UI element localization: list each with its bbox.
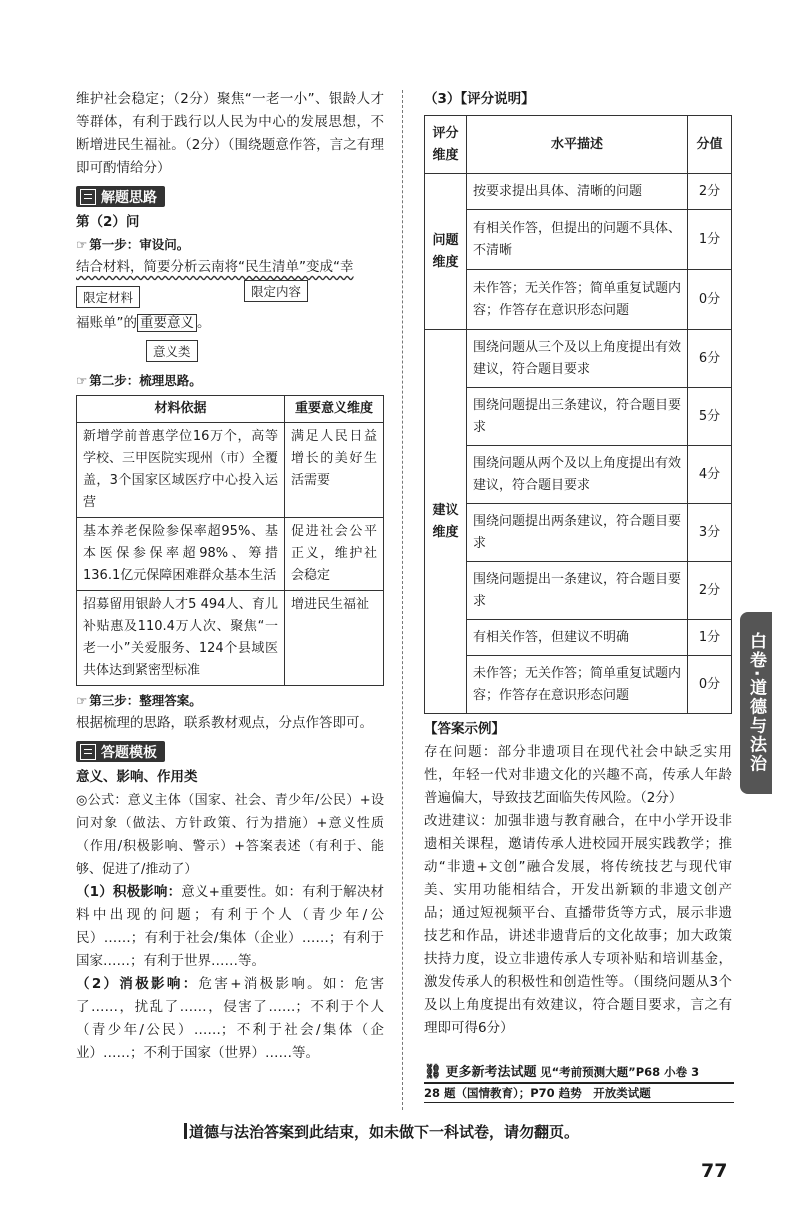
step-two xyxy=(76,370,384,392)
answer-title: 【答案示例】 xyxy=(424,721,505,737)
score-cell: 0分 xyxy=(688,270,732,330)
more-text2: 28 题（国情教育）；P70 趋势 开放类试题 xyxy=(424,1084,734,1103)
table-cell: 有相关作答，但提出的问题不具体、不清晰 xyxy=(467,210,688,270)
step-one-label: 第一步： xyxy=(89,237,140,252)
table-row xyxy=(77,423,384,518)
table-cell: 招募留用银龄人才5 494人、育儿补贴惠及110.4万人次、聚焦“一老一小”关爱服务、124个县域医共体达到紧密型标准 xyxy=(77,591,285,686)
table-header-row xyxy=(425,116,732,174)
step-two-label: 第二步： xyxy=(89,373,140,388)
table-header: 分值 xyxy=(688,116,732,174)
question-analysis xyxy=(76,256,384,364)
solve-badge xyxy=(76,186,165,207)
table-row xyxy=(425,270,732,330)
table-header-row xyxy=(77,396,384,423)
score-cell: 5分 xyxy=(688,388,732,446)
table-row xyxy=(425,620,732,656)
dimension-cell: 问题维度 xyxy=(425,174,467,330)
table-header: 水平描述 xyxy=(467,116,688,174)
dimension-cell: 建议维度 xyxy=(425,330,467,714)
step-three xyxy=(76,690,384,712)
answer-suggestion: 改进建议：加强非遗与教育融合，在中小学开设非遗相关课程，邀请传承人进校园开展实践教学；推动“非遗+文创”融合发展，将传统技艺与现代审美、实用功能相结合，开发出新颖的非遗文创产品；通过短视频平台、直播带货等方式，展示非遗技艺和作品，讲述非遗背后的文化故事；加大政策扶持力度，设立非遗传承人专项补贴和培训基金，激发传承人的积极性和创造性等。（围绕问题从3个及以上角度提出有效建议，符合题目要求，言之有理即可得6分） xyxy=(424,813,732,1036)
callout-meaning: 意义类 xyxy=(146,340,198,362)
table-header: 材料依据 xyxy=(77,396,285,423)
table-cell: 围绕问题从三个及以上角度提出有效建议，符合题目要求 xyxy=(467,330,688,388)
template-title: 意义、影响、作用类 xyxy=(76,769,198,785)
table-header: 重要意义维度 xyxy=(285,396,384,423)
question-label: 第（2）问 xyxy=(76,214,140,230)
table-row xyxy=(425,562,732,620)
table-row xyxy=(425,388,732,446)
table-row xyxy=(425,174,732,210)
step-one-text: 审设问。 xyxy=(139,237,190,252)
more-questions-note xyxy=(424,1063,734,1103)
pointing-hand-icon: ☞ xyxy=(76,693,88,708)
table-row xyxy=(77,591,384,686)
callout-limit-material: 限定材料 xyxy=(76,286,140,308)
score-cell: 1分 xyxy=(688,620,732,656)
score-cell: 4分 xyxy=(688,446,732,504)
table-cell: 基本养老保险参保率超95%、基本医保参保率超98%、筹措136.1亿元保障困难群众基本生活 xyxy=(77,518,285,591)
score-cell: 1分 xyxy=(688,210,732,270)
more-title: 更多新考法试题 xyxy=(445,1065,537,1080)
table-cell: 满足人民日益增长的美好生活需要 xyxy=(285,423,384,518)
step-two-text: 梳理思路。 xyxy=(139,373,202,388)
negative-label: （2）消极影响： xyxy=(76,976,199,992)
footer-note xyxy=(184,1121,579,1142)
positive-text: 意义+重要性。如：有利于解决材料中出现的问题；有利于个人（青少年/公民）……；有利于社会/集体（企业）……；有利于国家……；有利于世界……等。 xyxy=(76,884,384,969)
book-icon xyxy=(80,744,96,760)
question-sentence-part2 xyxy=(76,312,211,335)
table-cell: 未作答；无关作答；简单重复试题内容；作答存在意识形态问题 xyxy=(467,656,688,714)
score-cell: 3分 xyxy=(688,504,732,562)
score-cell: 2分 xyxy=(688,562,732,620)
positive-label: （1）积极影响： xyxy=(76,884,182,900)
table-cell: 未作答；无关作答；简单重复试题内容；作答存在意识形态问题 xyxy=(467,270,688,330)
table-row xyxy=(425,446,732,504)
scoring-title: （3）【评分说明】 xyxy=(424,91,535,107)
step-three-text: 整理答案。 xyxy=(139,693,202,708)
right-column xyxy=(424,88,732,1040)
side-tab: 白卷·道德与法治 xyxy=(740,612,772,794)
formula: ◎公式：意义主体（国家、社会、青少年/公民）+设问对象（做法、方针政策、行为措施）+意义性质（作用/积极影响、警示）+答案表述（有利于、能够、促进了/推动了） xyxy=(76,793,384,877)
positive-effect xyxy=(76,881,384,973)
answer-problem: 存在问题：部分非遗项目在现代社会中缺乏实用性，年轻一代对非遗文化的兴趣不高，传承人年龄普遍偏大，导致技艺面临失传风险。（2分） xyxy=(424,744,732,806)
score-cell: 2分 xyxy=(688,174,732,210)
question-sentence-part1: 结合材料，简要分析云南将“民生清单”变成“幸 xyxy=(76,259,354,275)
table-cell: 围绕问题提出两条建议，符合题目要求 xyxy=(467,504,688,562)
score-cell: 0分 xyxy=(688,656,732,714)
table-row xyxy=(425,330,732,388)
pointing-hand-icon: ☞ xyxy=(76,373,88,388)
table-header: 评分维度 xyxy=(425,116,467,174)
negative-effect xyxy=(76,973,384,1065)
more-text1: 见“考前预测大题”P68 小卷 3 xyxy=(540,1065,700,1079)
solve-badge-label: 解题思路 xyxy=(101,189,157,206)
template-badge-label: 答题模板 xyxy=(101,744,157,761)
callout-limit-content: 限定内容 xyxy=(244,280,308,302)
step-three-text-body: 根据梳理的思路，联系教材观点，分点作答即可。 xyxy=(76,715,373,731)
footer-text: 道德与法治答案到此结束，如未做下一科试卷，请勿翻页。 xyxy=(189,1123,580,1141)
intro-paragraph: 维护社会稳定；（2分）聚焦“一老一小”、银龄人才等群体，有利于践行以人民为中心的发展思想，不断增进民生福祉。（2分）（围绕题意作答，言之有理即可酌情给分） xyxy=(76,91,384,176)
more-questions-line1 xyxy=(424,1063,734,1084)
table-cell: 增进民生福祉 xyxy=(285,591,384,686)
sentence-part2-boxed: 重要意义 xyxy=(137,314,197,332)
template-badge xyxy=(76,741,165,762)
column-divider xyxy=(402,90,403,1110)
table-cell: 围绕问题提出一条建议，符合题目要求 xyxy=(467,562,688,620)
step-three-label: 第三步： xyxy=(89,693,140,708)
notebook-icon xyxy=(80,189,96,205)
link-icon: ⛓ xyxy=(424,1064,442,1080)
sentence-part2-post: 。 xyxy=(197,315,211,331)
step-one xyxy=(76,234,384,256)
scoring-table xyxy=(424,115,732,714)
page-number: 77 xyxy=(701,1160,728,1182)
pointing-hand-icon: ☞ xyxy=(76,237,88,252)
score-cell: 6分 xyxy=(688,330,732,388)
table-cell: 按要求提出具体、清晰的问题 xyxy=(467,174,688,210)
table-row xyxy=(77,518,384,591)
table-cell: 围绕问题提出三条建议，符合题目要求 xyxy=(467,388,688,446)
table-row xyxy=(425,504,732,562)
negative-text: 危害+消极影响。如：危害了……，扰乱了……，侵害了……；不利于个人（青少年/公民）……；不利于社会/集体（企业）……；不利于国家（世界）……等。 xyxy=(76,976,384,1061)
left-column xyxy=(76,88,384,1065)
table-cell: 有相关作答，但建议不明确 xyxy=(467,620,688,656)
sentence-part2-pre: 福账单”的 xyxy=(76,315,137,331)
bar-mark-icon xyxy=(184,1123,187,1139)
table-cell: 围绕问题从两个及以上角度提出有效建议，符合题目要求 xyxy=(467,446,688,504)
table-row xyxy=(425,210,732,270)
table-row xyxy=(425,656,732,714)
table-cell: 新增学前普惠学位16万个，高等学校、三甲医院实现州（市）全覆盖，3个国家区域医疗中心投入运营 xyxy=(77,423,285,518)
table-cell: 促进社会公平正义，维护社会稳定 xyxy=(285,518,384,591)
material-table xyxy=(76,395,384,686)
